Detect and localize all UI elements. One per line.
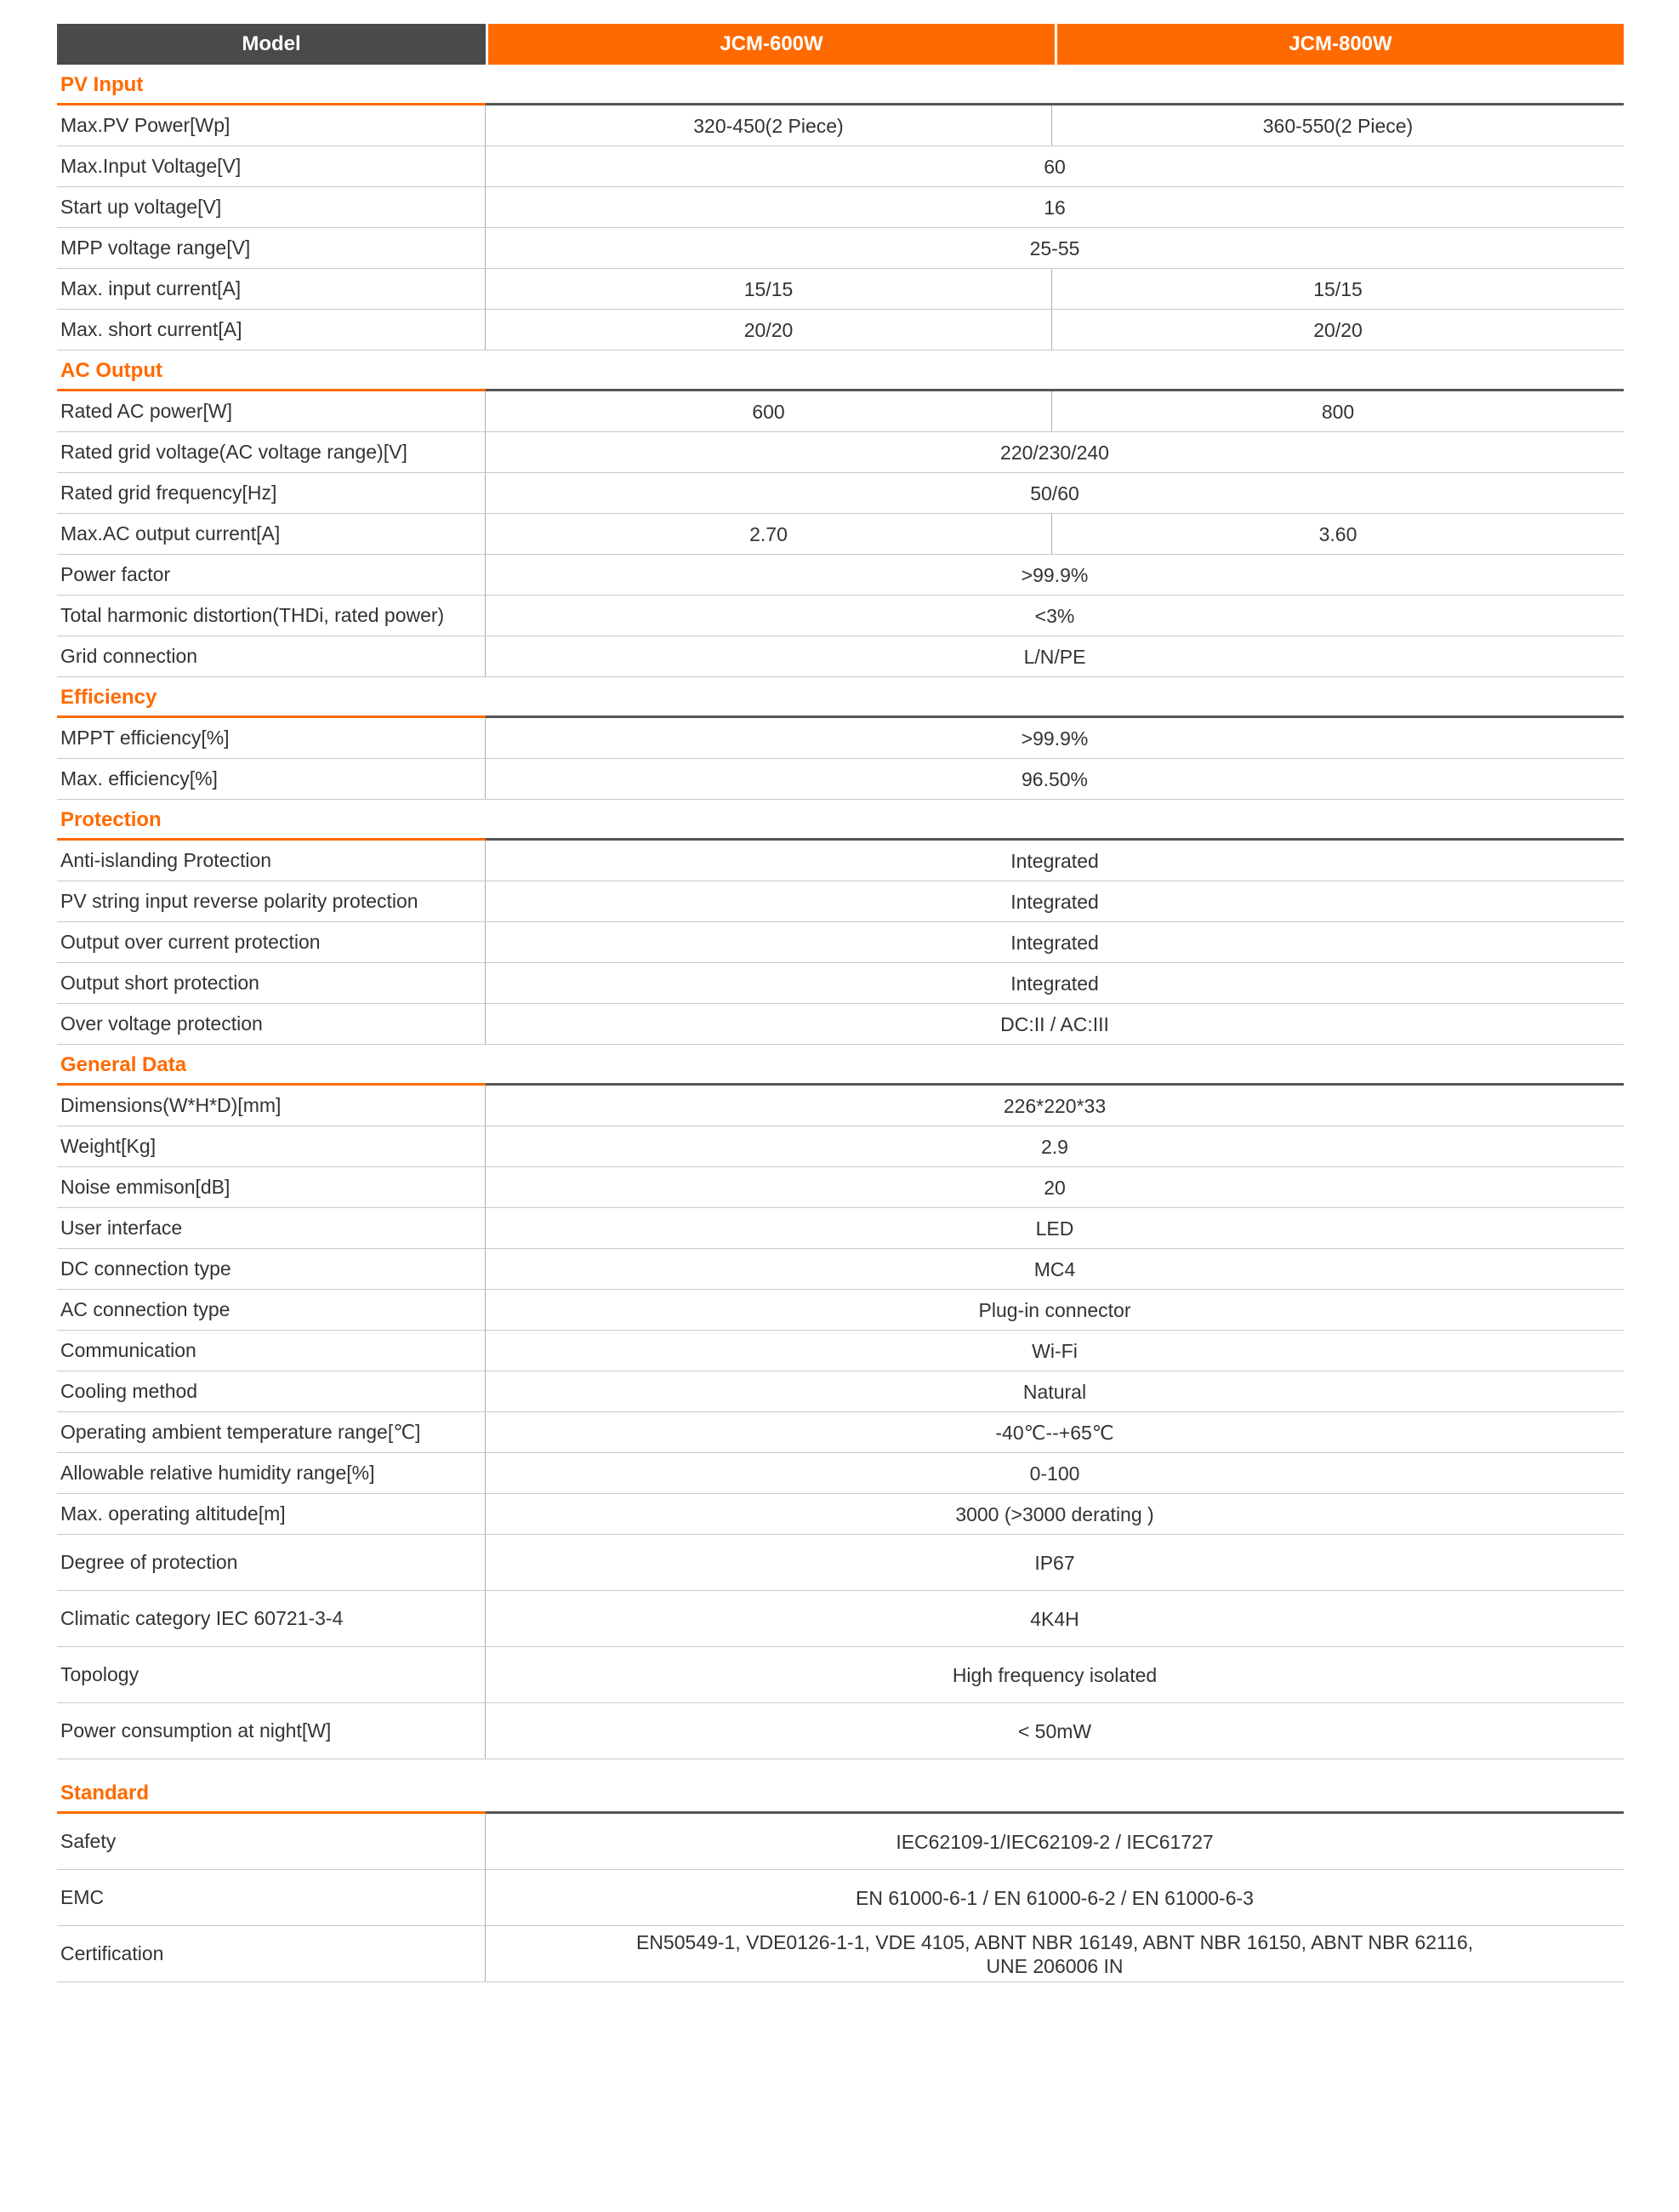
row-value-shared: LED [1035, 1217, 1074, 1240]
row-value-shared: Wi-Fi [1032, 1339, 1078, 1362]
row-label: Cooling method [57, 1371, 486, 1411]
table-row [57, 1453, 1624, 1494]
row-label: Communication [57, 1331, 486, 1371]
section-header [57, 1773, 1624, 1814]
table-row [57, 269, 1624, 310]
row-label: Degree of protection [57, 1535, 486, 1590]
section-underline-dark [486, 389, 1624, 391]
table-row [57, 1870, 1624, 1926]
row-label: Max. operating altitude[m] [57, 1494, 486, 1534]
table-row [57, 963, 1624, 1004]
row-label: Operating ambient temperature range[℃] [57, 1412, 486, 1452]
row-label: Rated grid frequency[Hz] [57, 473, 486, 513]
row-label: Rated AC power[W] [57, 391, 486, 431]
row-value-shared: 226*220*33 [1003, 1094, 1107, 1117]
table-row [57, 841, 1624, 881]
row-value-shared: >99.9% [1021, 563, 1089, 586]
table-row [57, 432, 1624, 473]
row-value-shared: 220/230/240 [1000, 441, 1109, 464]
table-row [57, 1331, 1624, 1371]
row-value-jcm-800w: 15/15 [1313, 277, 1363, 300]
section-header [57, 65, 1624, 105]
row-value-shared: DC:II / AC:III [1000, 1012, 1109, 1035]
section-header [57, 677, 1624, 718]
spec-sheet [57, 24, 1624, 1982]
row-value-shared: 2.9 [1041, 1135, 1068, 1158]
section-underline-accent [57, 1811, 486, 1814]
table-row [57, 1126, 1624, 1167]
row-label: Certification [57, 1926, 486, 1981]
row-value-jcm-600w: 15/15 [486, 269, 1052, 309]
row-value-shared: MC4 [1033, 1257, 1076, 1280]
row-label: Topology [57, 1647, 486, 1702]
row-value-shared: Natural [1022, 1380, 1087, 1403]
table-row [57, 1926, 1624, 1982]
table-row [57, 555, 1624, 596]
row-label: Max. short current[A] [57, 310, 486, 350]
section-title: Standard [60, 1782, 150, 1804]
model-header-jcm-800w: JCM-800W [1057, 24, 1624, 65]
section-underline-accent [57, 838, 486, 841]
row-value-shared: < 50mW [1017, 1719, 1092, 1742]
row-label: Max. input current[A] [57, 269, 486, 309]
row-value-jcm-600w: 600 [486, 391, 1052, 431]
table-row [57, 473, 1624, 514]
row-value-jcm-600w: 20/20 [486, 310, 1052, 350]
table-row [57, 391, 1624, 432]
section-title: Protection [60, 808, 162, 831]
row-label: Max.PV Power[Wp] [57, 105, 486, 145]
table-row [57, 1412, 1624, 1453]
row-value-shared: 16 [1044, 196, 1066, 219]
row-label: MPP voltage range[V] [57, 228, 486, 268]
section-header [57, 800, 1624, 841]
row-label: Dimensions(W*H*D)[mm] [57, 1086, 486, 1126]
section-title: PV Input [60, 73, 144, 96]
table-row [57, 1814, 1624, 1870]
section-title: AC Output [60, 359, 162, 382]
row-value-shared: IP67 [1034, 1551, 1075, 1574]
table-row [57, 596, 1624, 636]
section-underline-accent [57, 715, 486, 718]
row-label: DC connection type [57, 1249, 486, 1289]
section-underline-accent [57, 1083, 486, 1086]
row-value-shared: Integrated [1010, 890, 1099, 913]
row-value-shared: Integrated [1010, 931, 1099, 954]
table-row [57, 922, 1624, 963]
section-underline-dark [486, 838, 1624, 841]
row-value-jcm-800w: 360-550(2 Piece) [1262, 114, 1414, 137]
model-header-jcm-600w: JCM-600W [488, 24, 1055, 65]
row-value-jcm-800w: 3.60 [1318, 522, 1357, 545]
row-label: Rated grid voltage(AC voltage range)[V] [57, 432, 486, 472]
row-value-shared: <3% [1034, 604, 1075, 627]
row-value-shared: 3000 (>3000 derating ) [955, 1502, 1154, 1525]
row-label: Max.AC output current[A] [57, 514, 486, 554]
section-title: Efficiency [60, 686, 157, 709]
row-label: Power factor [57, 555, 486, 595]
table-row [57, 1208, 1624, 1249]
table-header [57, 24, 1624, 65]
table-row [57, 1004, 1624, 1045]
row-value-jcm-800w: 20/20 [1313, 318, 1363, 341]
row-value-shared: L/N/PE [1023, 645, 1086, 668]
row-label: Anti-islanding Protection [57, 841, 486, 881]
row-value-shared: -40℃--+65℃ [995, 1421, 1114, 1444]
table-row [57, 1249, 1624, 1290]
row-label: AC connection type [57, 1290, 486, 1330]
table-row [57, 1591, 1624, 1647]
row-label: Output over current protection [57, 922, 486, 962]
table-row [57, 146, 1624, 187]
model-header-label: Model [57, 24, 486, 65]
row-value-shared: 60 [1044, 155, 1066, 178]
table-row [57, 105, 1624, 146]
row-label: Weight[Kg] [57, 1126, 486, 1166]
row-value-shared: High frequency isolated [952, 1663, 1158, 1686]
section-underline-dark [486, 715, 1624, 718]
row-label: Total harmonic distortion(THDi, rated power) [57, 596, 486, 636]
row-label: Max.Input Voltage[V] [57, 146, 486, 186]
row-label: Max. efficiency[%] [57, 759, 486, 799]
section-underline-dark [486, 1811, 1624, 1814]
table-row [57, 514, 1624, 555]
table-row [57, 718, 1624, 759]
row-value-shared: 50/60 [1030, 482, 1079, 505]
section-header [57, 351, 1624, 391]
table-row [57, 1167, 1624, 1208]
row-label: Grid connection [57, 636, 486, 676]
row-value-shared: 25-55 [1029, 237, 1080, 259]
row-value-jcm-600w: 320-450(2 Piece) [486, 105, 1052, 145]
table-row [57, 310, 1624, 351]
section-title: General Data [60, 1053, 187, 1076]
row-value-shared: 96.50% [1021, 767, 1088, 790]
row-value-shared: Integrated [1010, 972, 1099, 995]
row-label: MPPT efficiency[%] [57, 718, 486, 758]
section-header [57, 1045, 1624, 1086]
row-value-jcm-600w: 2.70 [486, 514, 1052, 554]
row-value-shared: Plug-in connector [978, 1298, 1131, 1321]
section-underline-dark [486, 103, 1624, 105]
row-label: User interface [57, 1208, 486, 1248]
section-underline-accent [57, 389, 486, 391]
row-value-shared: EN50549-1, VDE0126-1-1, VDE 4105, ABNT NBR 16149, ABNT NBR 16150, ABNT NBR 62116, UNE 206006 IN [635, 1930, 1473, 1977]
table-row [57, 1086, 1624, 1126]
row-label: Climatic category IEC 60721-3-4 [57, 1591, 486, 1646]
row-value-shared: IEC62109-1/IEC62109-2 / IEC61727 [896, 1830, 1214, 1853]
row-value-shared: 20 [1044, 1176, 1066, 1199]
row-value-shared: >99.9% [1021, 727, 1089, 750]
row-label: Output short protection [57, 963, 486, 1003]
row-value-shared: EN 61000-6-1 / EN 61000-6-2 / EN 61000-6-3 [856, 1886, 1254, 1909]
row-label: Safety [57, 1814, 486, 1869]
table-row [57, 1494, 1624, 1535]
section-gap [57, 1759, 1624, 1773]
row-value-shared: Integrated [1010, 849, 1099, 872]
table-row [57, 636, 1624, 677]
spec-table-body [57, 65, 1624, 1982]
row-value-jcm-800w: 800 [1321, 400, 1355, 423]
table-row [57, 759, 1624, 800]
table-row [57, 1535, 1624, 1591]
section-underline-dark [486, 1083, 1624, 1086]
row-label: Noise emmison[dB] [57, 1167, 486, 1207]
row-label: Start up voltage[V] [57, 187, 486, 227]
table-row [57, 1647, 1624, 1703]
row-label: Over voltage protection [57, 1004, 486, 1044]
row-value-shared: 4K4H [1030, 1607, 1079, 1630]
row-label: EMC [57, 1870, 486, 1925]
row-label: PV string input reverse polarity protection [57, 881, 486, 921]
row-label: Allowable relative humidity range[%] [57, 1453, 486, 1493]
table-row [57, 228, 1624, 269]
table-row [57, 187, 1624, 228]
row-value-shared: 0-100 [1029, 1462, 1080, 1485]
table-row [57, 881, 1624, 922]
table-row [57, 1371, 1624, 1412]
section-underline-accent [57, 103, 486, 105]
table-row [57, 1290, 1624, 1331]
table-row [57, 1703, 1624, 1759]
row-label: Power consumption at night[W] [57, 1703, 486, 1759]
